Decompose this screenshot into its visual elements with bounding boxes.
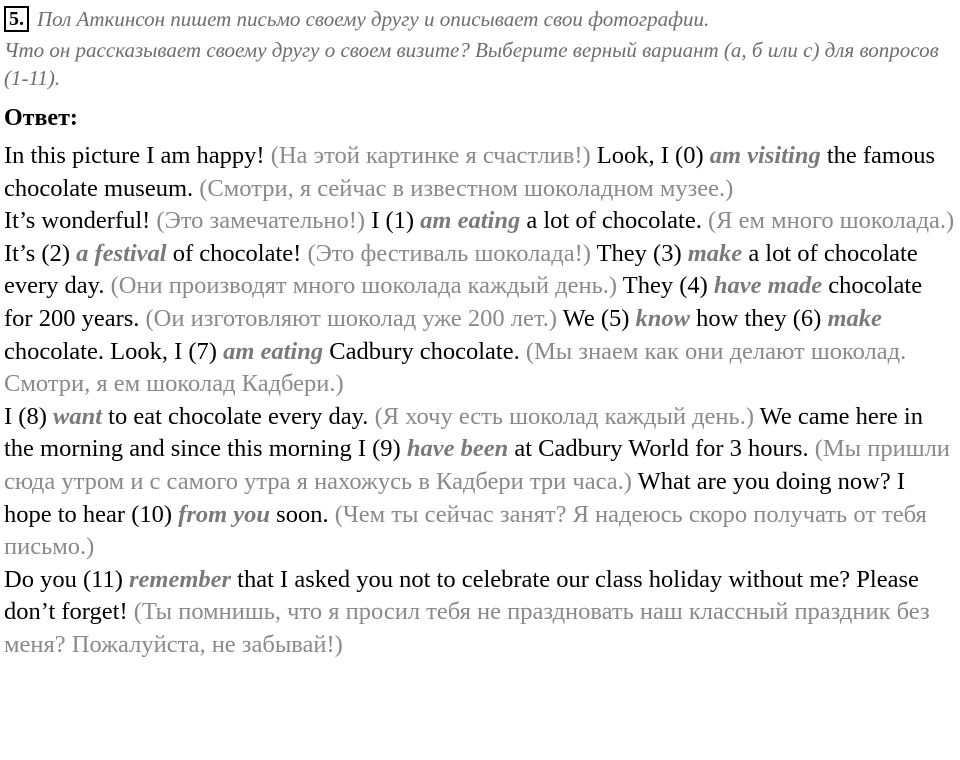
translation-text: (Ои изготовляют шоколад уже 200 лет.) <box>145 304 557 332</box>
answer-word: make <box>827 304 882 332</box>
answer-paragraph <box>4 140 956 205</box>
translation-text: (Мы знаем как они делают шоколад. Смотри, я ем шоколад Кадбери.) <box>4 337 907 398</box>
english-text: chocolate. Look, I (7) <box>4 337 224 365</box>
answer-word: remember <box>128 565 232 593</box>
task-instruction: Что он рассказывает своему другу о своем визите? Выберите верный вариант (а, б или с) для вопросов (1-11). <box>4 38 939 90</box>
answer-word: make <box>687 239 743 267</box>
task-title: Пол Аткинсон пишет письмо своему другу и описывает свои фотографии. <box>37 7 710 31</box>
answer-word: know <box>635 304 691 332</box>
translation-text: (Это фестиваль шоколада!) <box>307 239 591 267</box>
translation-text: (Я ем много шоколада.) <box>707 207 955 235</box>
answer-paragraph <box>4 205 956 401</box>
english-text: In this picture I am happy! <box>4 142 271 169</box>
english-text: a lot of chocolate. <box>520 207 708 235</box>
translation-text: (Это замечательно!) <box>156 207 366 235</box>
english-text: of chocolate! <box>166 239 308 267</box>
english-text: We (5) <box>557 304 636 332</box>
english-text: Look, I (0) <box>590 142 710 169</box>
translation-text: (Смотри, я сейчас в известном шоколадном музее.) <box>199 174 734 202</box>
task-number: 5. <box>4 6 29 32</box>
answer-word: have been <box>406 435 509 463</box>
translation-text: (Чем ты сейчас занят? Я надеюсь скоро получать от тебя письмо.) <box>4 500 927 561</box>
english-text: They (3) <box>590 239 688 267</box>
translation-text: (Они производят много шоколада каждый день.) <box>110 272 618 300</box>
translation-text: (Мы пришли сюда утром и с самого утра я нахожусь в Кадбери три часа.) <box>4 435 950 495</box>
answer-word: from you <box>178 500 271 528</box>
answer-text <box>4 140 956 662</box>
answer-paragraph <box>4 564 956 662</box>
document-page <box>0 6 960 760</box>
english-text: at Cadbury World for 3 hours. <box>508 435 815 463</box>
english-text: the famous chocolate museum. <box>4 142 936 202</box>
english-text: soon. <box>270 500 335 528</box>
english-text: We came here in the morning and since this morning I (9) <box>4 402 923 463</box>
answer-word: a festival <box>76 239 167 267</box>
answer-word: am eating <box>420 207 521 235</box>
english-text: It’s wonderful! <box>4 207 157 235</box>
english-text: Cadbury chocolate. <box>323 337 526 365</box>
translation-text: (Ты помнишь, что я просил тебя не праздновать наш классный праздник без меня? Пожалуйста, не забывай!) <box>4 598 930 658</box>
english-text: chocolate for 200 years. <box>4 272 923 332</box>
answer-paragraph <box>4 401 956 564</box>
answer-word: am eating <box>223 337 324 365</box>
english-text: how they (6) <box>690 304 828 332</box>
english-text: They (4) <box>617 272 714 300</box>
english-text: It’s (2) <box>4 239 77 267</box>
answer-word: am visiting <box>709 142 821 169</box>
english-text: I (1) <box>365 207 421 235</box>
answer-word: want <box>52 402 103 430</box>
translation-text: (Я хочу есть шоколад каждый день.) <box>374 402 754 430</box>
answer-word: have made <box>713 272 823 300</box>
english-text: What are you doing now? I hope to hear (10) <box>4 467 905 528</box>
english-text: to eat chocolate every day. <box>102 402 375 430</box>
translation-text: (На этой картинке я счастлив!) <box>270 142 591 169</box>
english-text: that I asked you not to celebrate our class holiday without me? Please don’t forget! <box>4 565 919 626</box>
english-text: a lot of chocolate every day. <box>4 239 918 300</box>
english-text: I (8) <box>4 402 53 430</box>
answer-label: Ответ: <box>4 105 78 131</box>
english-text: Do you (11) <box>4 565 129 593</box>
task-header <box>4 6 956 33</box>
